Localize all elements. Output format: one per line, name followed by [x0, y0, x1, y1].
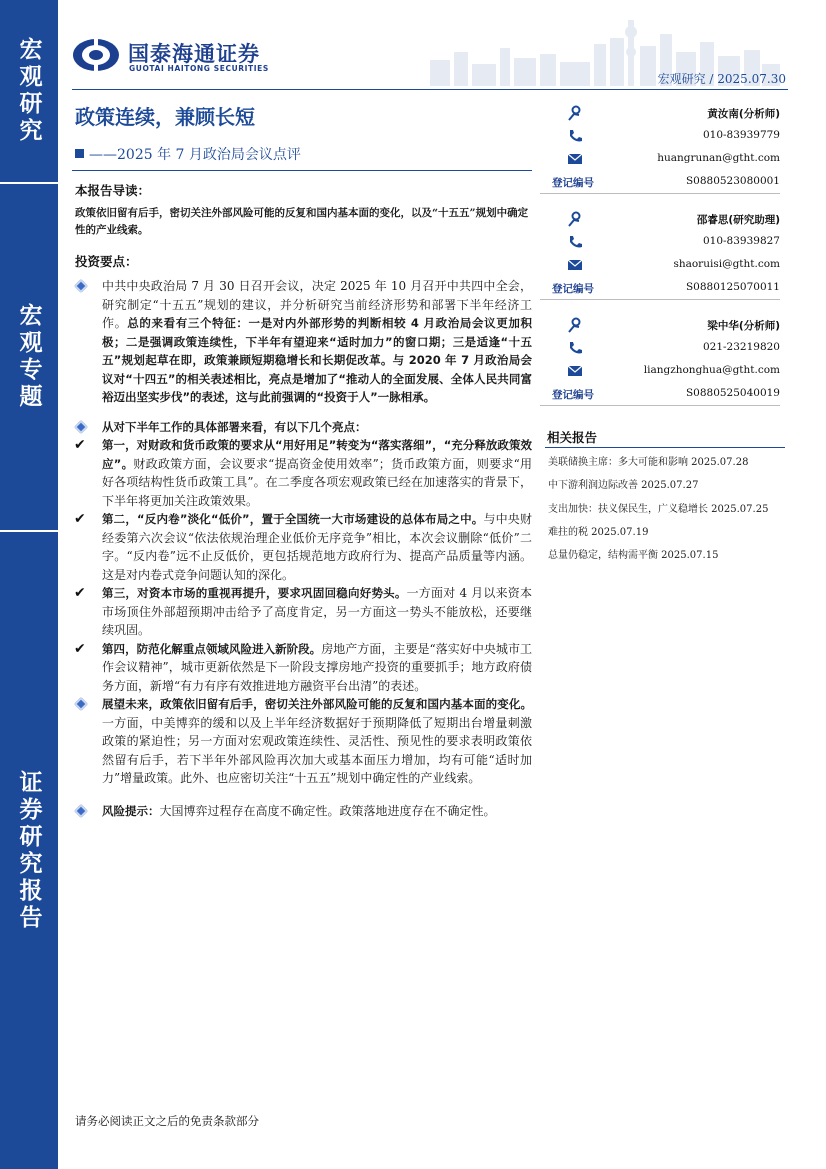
registration-number: S0880525040019 — [685, 387, 780, 399]
registration-label: 登记编号 — [552, 389, 594, 401]
header-divider — [72, 89, 788, 90]
related-report-link[interactable]: 支出加快：扶义保民生，广义稳增长 2025.07.25 — [548, 503, 769, 515]
report-date: 2025.07.30 — [717, 72, 786, 86]
diamond-bullet-icon — [74, 697, 88, 711]
key-point-item: 风险提示：大国博弈过程存在高度不确定性。政策落地进度存在不确定性。 — [72, 802, 532, 821]
email-icon — [567, 363, 583, 379]
analyst-email: liangzhonghua@gtht.com — [643, 364, 780, 376]
related-reports-list — [548, 451, 786, 567]
side-band-label: 宏观研究 — [15, 37, 42, 145]
person-icon — [567, 105, 583, 121]
checkmark-icon: ✔ — [74, 640, 86, 657]
report-subtitle — [75, 144, 301, 164]
company-name-en: GUOTAI HAITONG SECURITIES — [129, 64, 269, 73]
side-band-label: 证券研究报告 — [15, 769, 42, 932]
key-points-list — [72, 277, 532, 820]
diamond-bullet-icon — [74, 804, 88, 818]
key-point-item: ✔ 第四，防范化解重点领域风险进入新阶段。房地产方面，主要是“落实好中央城市工作会议精神”，城市更新依然是下一阶段支撑房地产投资的重要抓手；地方政府债务方面，新增“有力有序有效推进地方融资平台出清”的表述。 — [74, 640, 532, 693]
side-band-label: 宏观专题 — [15, 303, 42, 411]
analyst-phone: 021-23219820 — [702, 341, 780, 353]
key-point-item: ✔ 第二，“反内卷”淡化“低价”，置于全国统一大市场建设的总体布局之中。与中央财经委第六次会议“依法依规治理企业低价无序竞争”相比，本次会议删除“低价”二字。“反内卷”远不止反低价，更包括规范地方政府行为、提高产品质量等内涵。这是对内卷式竞争问题认知的深化。 — [74, 511, 532, 582]
registration-number: S0880125070011 — [685, 281, 780, 293]
related-report-link[interactable]: 美联储换主席：多大可能和影响 2025.07.28 — [548, 457, 749, 468]
report-category-date: 宏观研究 / 2025.07.30 — [657, 72, 786, 86]
intro-heading: 本报告导读： — [75, 183, 151, 198]
title-divider — [72, 170, 532, 171]
related-report-link[interactable]: 总量仍稳定，结构需平衡 2025.07.15 — [548, 550, 719, 562]
phone-icon — [567, 128, 583, 144]
key-point-item: 展望未来，政策依旧留有后手，密切关注外部风险可能的反复和国内基本面的变化。一方面，中美博弈的缓和以及上半年经济数据好于预期降低了短期出台增量刺激政策的紧迫性；另一方面对宏观政策连续性、灵活性、预见性的要求表明政策依然留有后手，若下半年外部风险再次加大或基本面压力增加，均有可能“适时加力”增量政策。此外、也应密切关注“十五五”规划中确定性的产业线索。 — [72, 695, 532, 788]
key-point-item: ✔ 第三，对资本市场的重视再提升，要求巩固回稳向好势头。一方面对 4 月以来资本市场顶住外部超预期冲击给予了高度肯定，另一方面这一势头不能放松，还要继续巩固。 — [74, 585, 533, 637]
analyst-email: shaoruisi@gtht.com — [673, 258, 780, 270]
analyst-phone: 010-83939827 — [702, 235, 780, 247]
related-report-link[interactable]: 难拄的税 2025.07.19 — [548, 526, 649, 538]
analyst-name: 梁中华(分析师) — [707, 320, 780, 332]
key-points-heading: 投资要点： — [75, 254, 138, 269]
checkmark-icon: ✔ — [74, 585, 86, 601]
analyst-email: huangrunan@gtht.com — [657, 152, 780, 164]
analyst-phone: 010-83939779 — [702, 129, 780, 141]
side-band-macro-topic — [0, 184, 58, 530]
report-title: 政策连续，兼顾长短 — [75, 105, 255, 129]
diamond-bullet-icon — [74, 420, 88, 434]
company-name-cn: 国泰海通证券 — [128, 42, 260, 66]
key-point-item: 中共中央政治局 7 月 30 日召开会议，决定 2025 年 10 月召开中共四中全会，研究制定“十五五”规划的建议，并分析研究当前经济形势和部署下半年经济工作。总的来看有三个特征：一是对内外部形势的判断相较 4 月政治局会议更加积极；二是强调政策连续性，下半年有望迎来“适时加力”的窗口期；三是适逢“十五五”规划起草在即，政策兼顾短期稳增长和长期促改革。与 2020 年 7 月政治局会议对“十四五”的相关表述相比，亮点是增加了“推动人的全面发展、全体人民共同富裕迈出坚实步伐”的表述，这与此前强调的“投资于人”一脉相承。 — [72, 277, 532, 407]
registration-label: 登记编号 — [552, 177, 594, 189]
checkmark-icon: ✔ — [74, 511, 86, 527]
person-icon — [567, 211, 583, 227]
side-band-macro-research — [0, 0, 58, 182]
checkmark-icon: ✔ — [74, 437, 86, 453]
diamond-bullet-icon — [74, 279, 88, 293]
analyst-card — [540, 102, 780, 194]
phone-icon — [567, 340, 583, 356]
person-icon — [567, 317, 583, 333]
email-icon — [567, 151, 583, 167]
analyst-name: 黄汝南(分析师) — [707, 108, 780, 120]
company-logo-icon — [72, 38, 120, 72]
registration-label: 登记编号 — [552, 283, 594, 295]
key-point-item: 从对下半年工作的具体部署来看，有以下几个亮点： — [72, 418, 532, 437]
disclaimer-footer: 请务必阅读正文之后的免责条款部分 — [75, 1114, 259, 1128]
analyst-name: 邵睿思(研究助理) — [696, 214, 780, 226]
related-reports-divider — [545, 447, 785, 448]
report-subtitle-text: ——2025 年 7 月政治局会议点评 — [89, 147, 301, 163]
analyst-card — [540, 208, 780, 300]
analyst-card — [540, 314, 780, 406]
intro-text: 政策依旧留有后手，密切关注外部风险可能的反复和国内基本面的变化，以及“十五五”规划中确定性的产业线索。 — [75, 207, 529, 236]
related-reports-heading: 相关报告 — [547, 430, 598, 445]
related-report-link[interactable]: 中下游利润边际改善 2025.07.27 — [548, 480, 699, 492]
phone-icon — [567, 234, 583, 250]
key-point-item: ✔ 第一，对财政和货币政策的要求从“用好用足”转变为“落实落细”，“充分释放政策效应”。财政政策方面，会议要求“提高资金使用效率”；货币政策方面，则要求“用好各项结构性货币政策工具”。在二季度各项宏观政策已经在加速落实的背景下，下半年将更加关注政策效果。 — [74, 437, 532, 508]
report-category: 宏观研究 — [657, 72, 706, 86]
side-band-securities-report — [0, 532, 58, 1169]
registration-number: S0880523080001 — [685, 175, 780, 187]
email-icon — [567, 257, 583, 273]
square-bullet-icon — [75, 149, 84, 158]
